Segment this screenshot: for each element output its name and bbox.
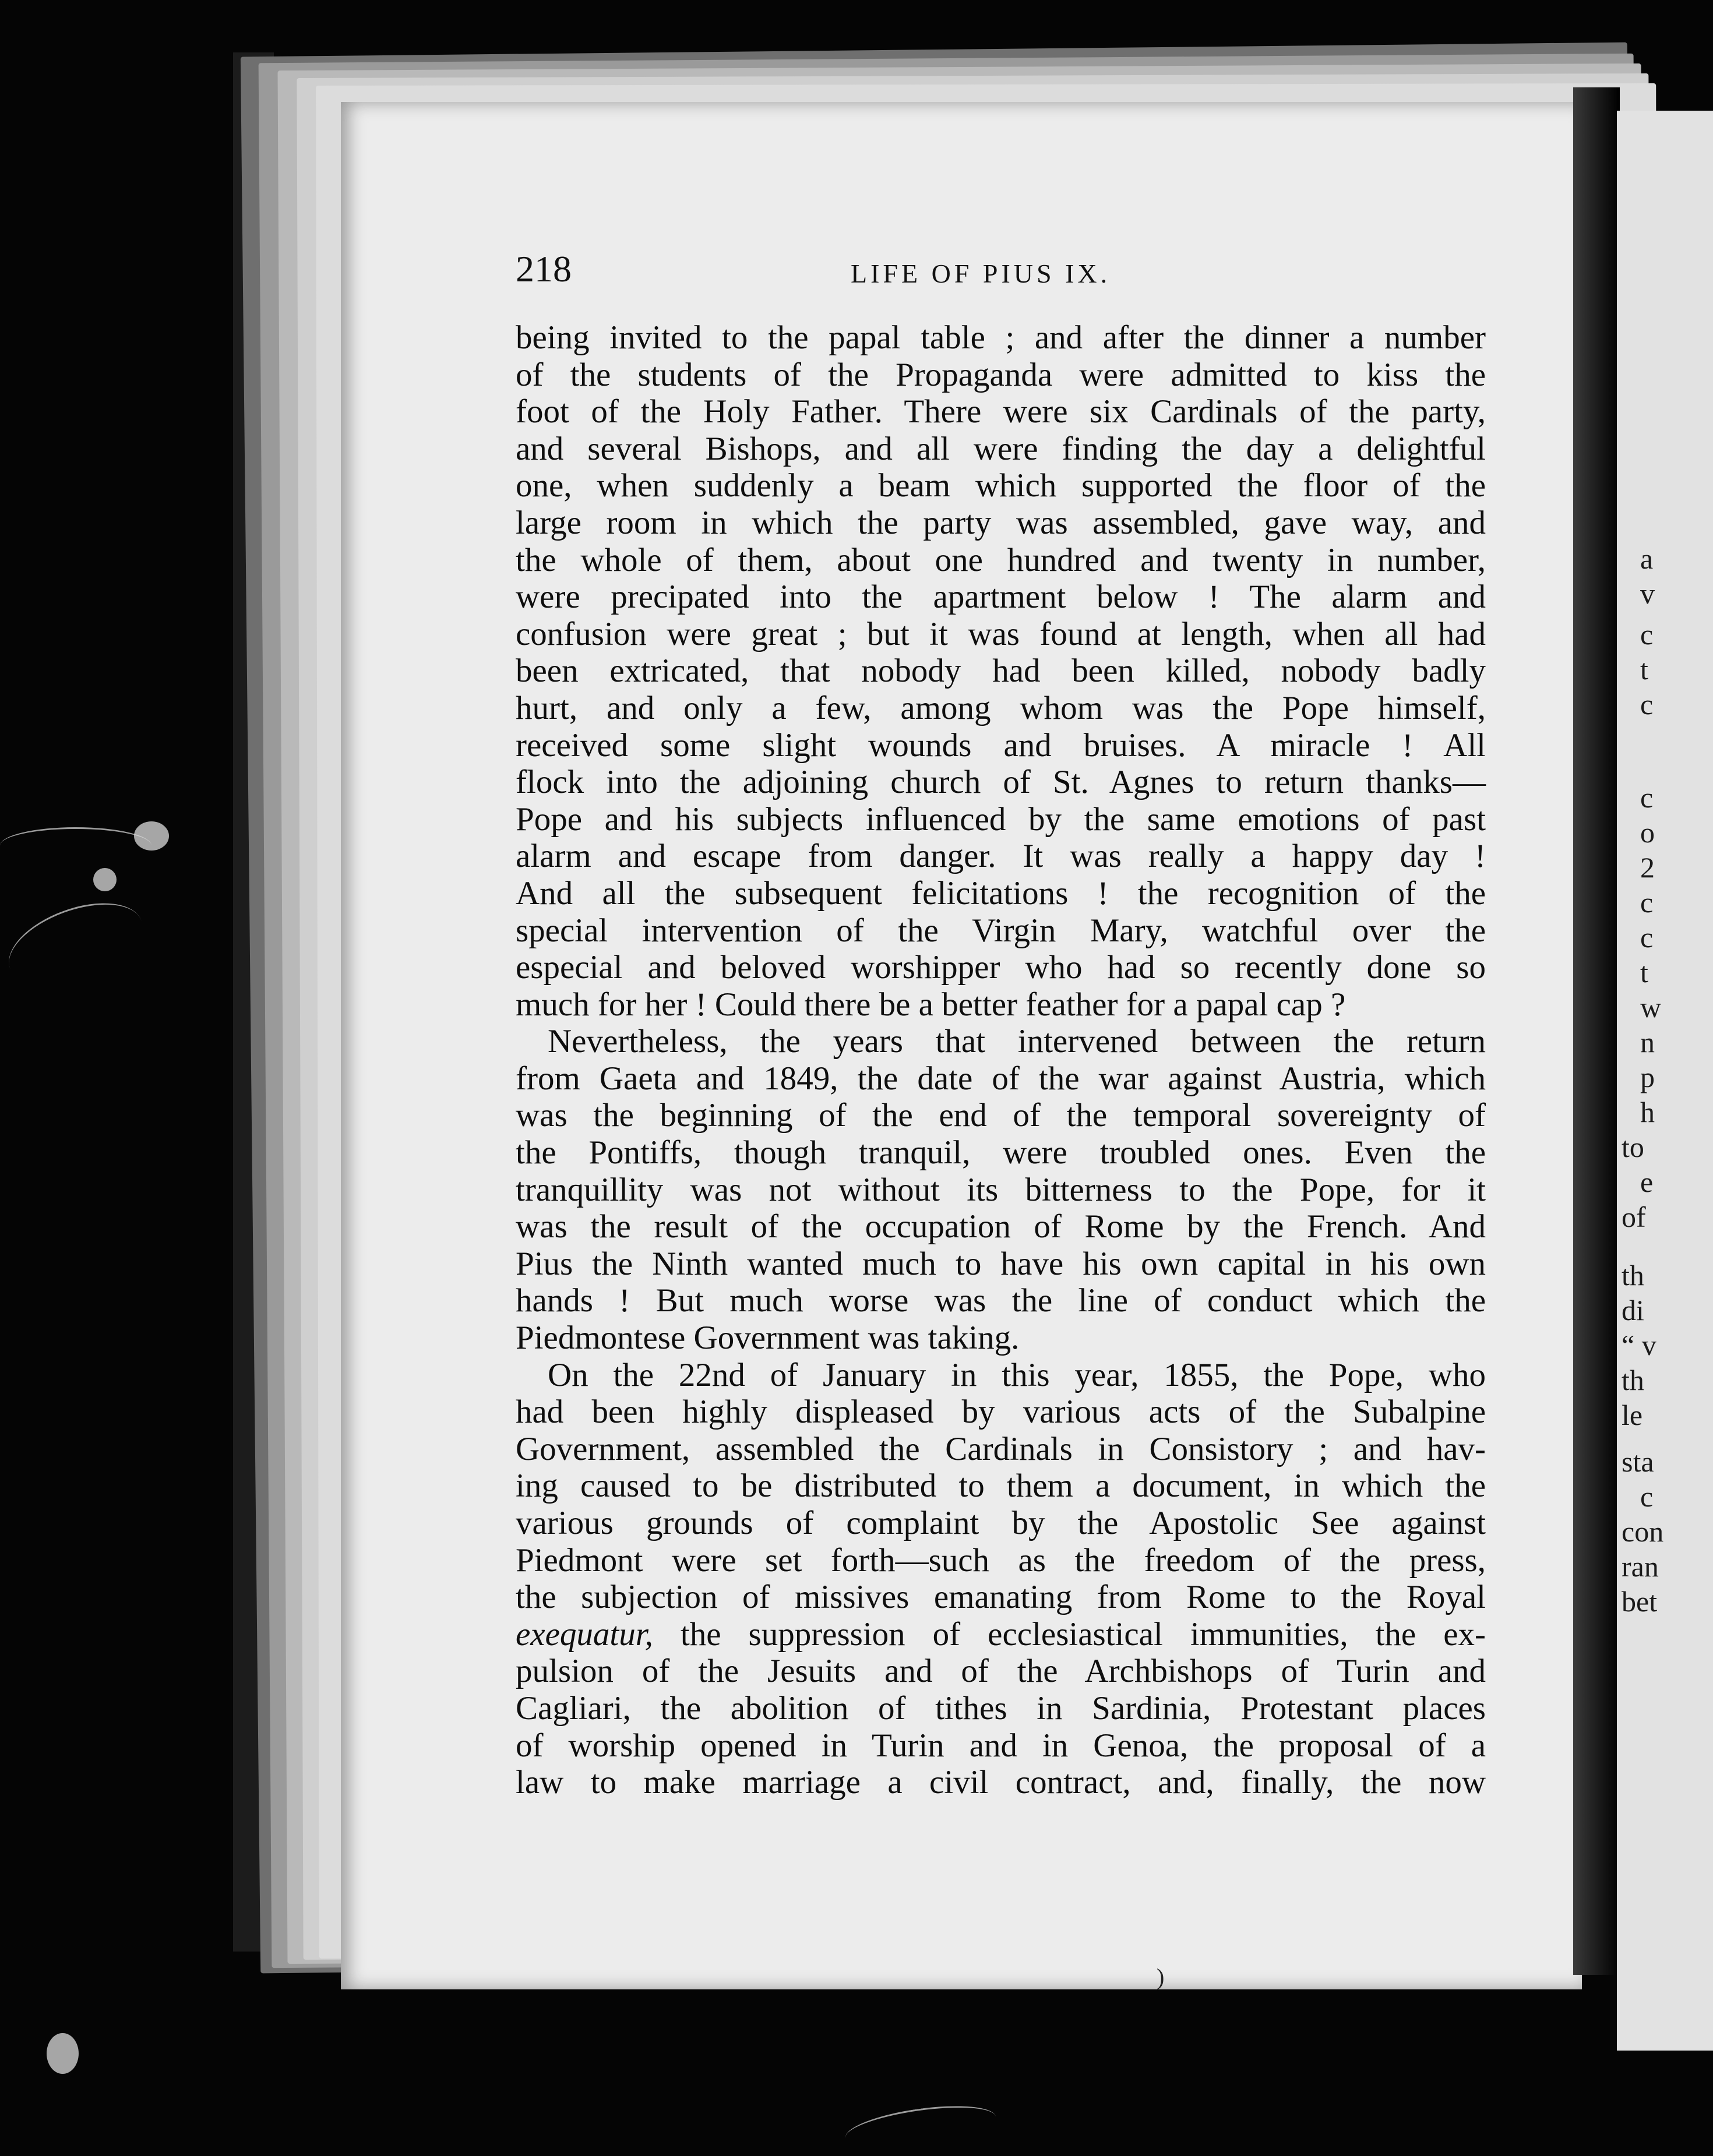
facing-page-fragment: th [1622,1259,1644,1292]
text-line: Government, assembled the Cardinals in Consistory ; and hav- [516,1430,1486,1467]
text-line: received some slight wounds and bruises. A miracle ! All [516,726,1486,764]
facing-page-fragment: bet [1622,1585,1658,1618]
text-line: were precipated into the apartment below ! The alarm and [516,578,1486,616]
facing-page-fragment: sta [1622,1445,1654,1478]
facing-page-fragment: t [1640,653,1648,686]
facing-page-fragment: h [1640,1096,1655,1128]
text-line: being invited to the papal table ; and after the dinner a number [516,319,1486,356]
facing-page-fragment: th [1622,1364,1644,1396]
text-line: pulsion of the Jesuits and of the Archbishops of Turin and [516,1653,1486,1690]
text-line: And all the subsequent felicitations ! the recognition of the [516,874,1486,912]
facing-page-fragment: con [1622,1515,1664,1548]
facing-page-fragment: c [1640,688,1654,721]
facing-page-fragment: p [1640,1061,1655,1093]
text-line: from Gaeta and 1849, the date of the war against Austria, which [516,1060,1486,1097]
facing-page-fragment: c [1640,781,1654,814]
text-line: was the result of the occupation of Rome by the French. And [516,1208,1486,1245]
text-line: Pius the Ninth wanted much to have his own capital in his own [516,1245,1486,1282]
page-number: 218 [516,248,572,290]
text-line: flock into the adjoining church of St. Agnes to return thanks— [516,764,1486,801]
facing-page-fragment: to [1622,1131,1644,1163]
text-line: hands ! But much worse was the line of conduct which the [516,1282,1486,1319]
facing-page-fragment: w [1640,991,1662,1024]
text-line: one, when suddenly a beam which supported the floor of the [516,467,1486,504]
text-line: the subjection of missives emanating from Rome to the Royal [516,1579,1486,1616]
text-line: the Pontiffs, though tranquil, were troubled ones. Even the [516,1134,1486,1171]
facing-page-fragment: n [1640,1026,1655,1058]
text-line: hurt, and only a few, among whom was the Pope himself, [516,689,1486,726]
facing-page-fragment: di [1622,1294,1644,1326]
facing-page-fragment: e [1640,1166,1654,1198]
text-line: foot of the Holy Father. There were six Cardinals of the party, [516,393,1486,431]
fiber [0,887,154,1003]
text-line: been extricated, that nobody had been killed, nobody badly [516,652,1486,690]
fiber [0,827,151,864]
dust-speck [93,868,117,891]
fiber [843,2098,998,2156]
facing-page-fragment: le [1622,1399,1643,1431]
text-line: Cagliari, the abolition of tithes in Sardinia, Protestant places [516,1689,1486,1727]
text-line: especial and beloved worshipper who had so recently done so [516,949,1486,986]
body-text [516,319,1486,1801]
facing-page-fragment: c [1640,921,1654,954]
text-line: special intervention of the Virgin Mary, watchful over the [516,912,1486,949]
facing-page-fragment: a [1640,542,1654,575]
text-line: Nevertheless, the years that intervened between the return [548,1023,1486,1060]
page-header [516,248,1489,294]
text-line: On the 22nd of January in this year, 1855, the Pope, who [548,1356,1486,1393]
facing-page-fragment: “ v [1622,1329,1656,1361]
facing-page-fragment: v [1640,577,1655,610]
text-line: Pope and his subjects influenced by the same emotions of past [516,800,1486,838]
facing-page-fragment: ran [1622,1550,1659,1583]
text-line: of the students of the Propaganda were admitted to kiss the [516,356,1486,393]
text-line: of worship opened in Turin and in Genoa, the proposal of a [516,1727,1486,1764]
text-line: exequatur, the suppression of ecclesiastical immunities, the ex- [516,1615,1486,1653]
text-line: confusion were great ; but it was found at length, when all had [516,615,1486,652]
text-line: was the beginning of the end of the temporal sovereignty of [516,1097,1486,1134]
text-line: Piedmontese Government was taking. [516,1319,1020,1357]
facing-page-fragment: 2 [1640,851,1655,884]
text-line: Piedmont were set forth—such as the freedom of the press, [516,1541,1486,1579]
facing-page-fragment: of [1622,1201,1646,1233]
facing-page-fragment: c [1640,886,1654,919]
facing-page-fragment: c [1640,1480,1654,1513]
facing-page-fragment: c [1640,618,1654,651]
facing-page-fragment: t [1640,956,1648,989]
text-line: and several Bishops, and all were finding the day a delightful [516,430,1486,467]
text-line: had been highly displeased by various acts of the Subalpine [516,1393,1486,1431]
text-line: alarm and escape from danger. It was really a happy day ! [516,838,1486,875]
running-title: LIFE OF PIUS IX. [851,259,1111,288]
text-line: the whole of them, about one hundred and twenty in number, [516,541,1486,578]
text-line: law to make marriage a civil contract, and, finally, the now [516,1764,1486,1801]
text-line: tranquillity was not without its bitterness to the Pope, for it [516,1171,1486,1208]
text-line: large room in which the party was assembled, gave way, and [516,504,1486,541]
text-line: much for her ! Could there be a better feather for a papal cap ? [516,986,1346,1023]
text-line: ing caused to be distributed to them a document, in which the [516,1467,1486,1505]
facing-page-fragment: o [1640,816,1655,849]
book-gutter [1573,87,1620,1975]
facing-page [1617,111,1713,2051]
dust-speck [47,2033,79,2074]
page-mark: ) [1157,1964,1165,1990]
text-line: various grounds of complaint by the Apostolic See against [516,1505,1486,1541]
